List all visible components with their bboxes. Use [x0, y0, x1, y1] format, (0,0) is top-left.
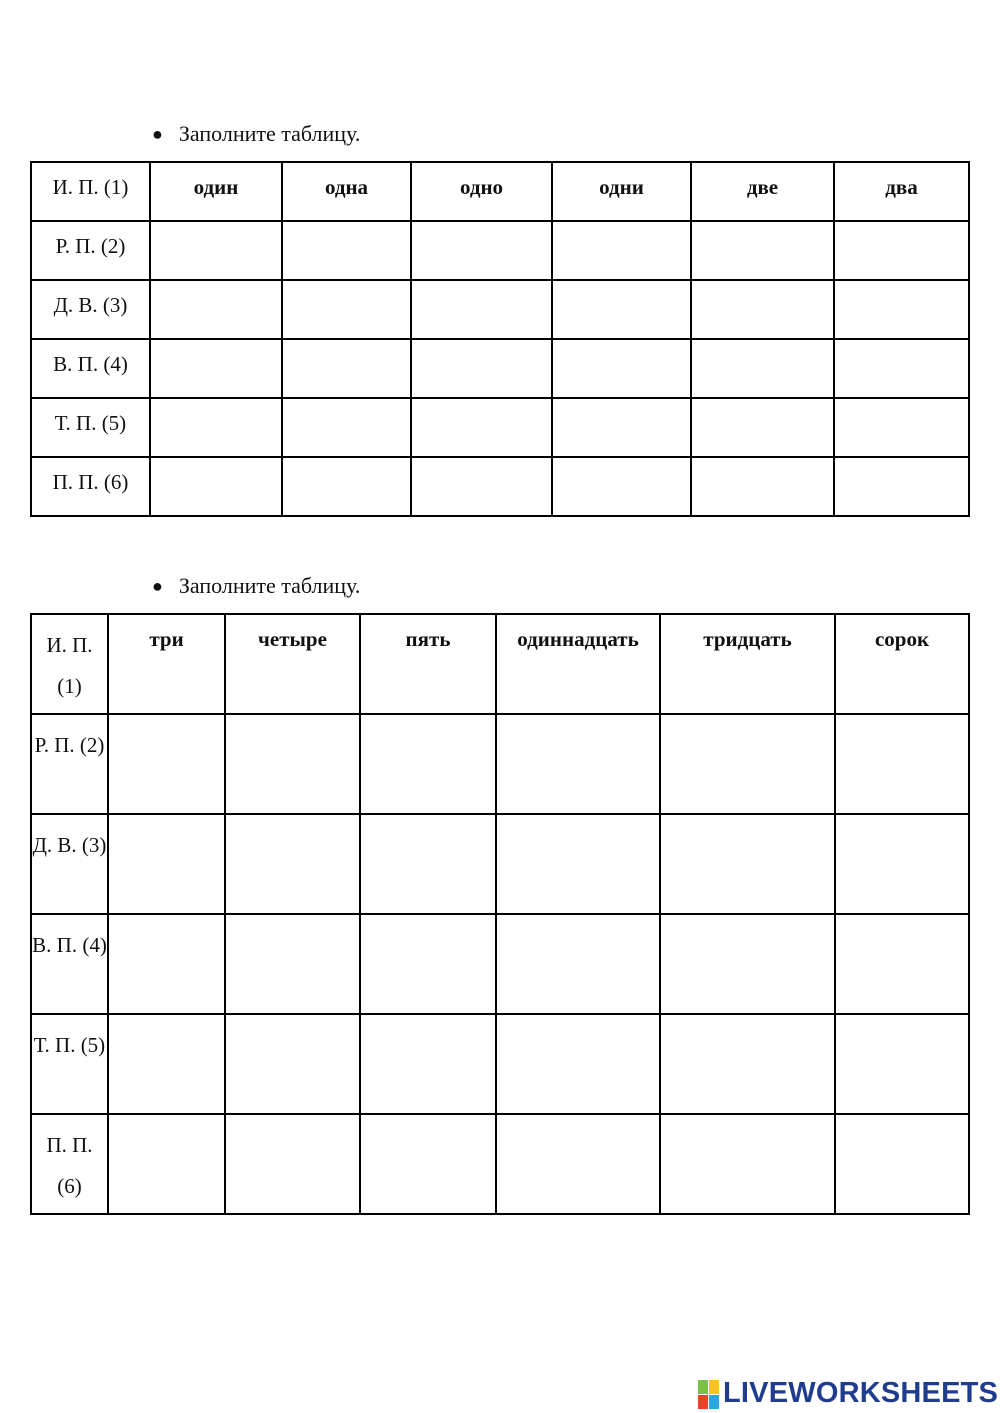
instruction-text: Заполните таблицу.: [178, 573, 361, 598]
column-header: пять: [360, 614, 496, 714]
answer-cell[interactable]: [282, 221, 411, 280]
bullet-icon: ●: [152, 123, 163, 144]
answer-cell[interactable]: [108, 814, 225, 914]
answer-cell[interactable]: [225, 1114, 360, 1214]
answer-cell[interactable]: [834, 339, 969, 398]
table-row: [31, 1014, 969, 1114]
answer-cell[interactable]: [360, 1014, 496, 1114]
answer-cell[interactable]: [691, 339, 834, 398]
answer-cell[interactable]: [411, 457, 552, 516]
answer-cell[interactable]: [108, 1114, 225, 1214]
answer-cell[interactable]: [225, 914, 360, 1014]
case-label: П. П. (6): [31, 457, 150, 516]
answer-cell[interactable]: [225, 814, 360, 914]
table-row: [31, 280, 969, 339]
answer-cell[interactable]: [691, 221, 834, 280]
table-row: [31, 221, 969, 280]
answer-cell[interactable]: [834, 280, 969, 339]
column-header: одно: [411, 162, 552, 221]
answer-cell[interactable]: [225, 1014, 360, 1114]
answer-cell[interactable]: [691, 280, 834, 339]
answer-cell[interactable]: [282, 457, 411, 516]
answer-cell[interactable]: [834, 457, 969, 516]
answer-cell[interactable]: [108, 914, 225, 1014]
answer-cell[interactable]: [282, 280, 411, 339]
answer-cell[interactable]: [108, 714, 225, 814]
answer-cell[interactable]: [360, 814, 496, 914]
answer-cell[interactable]: [225, 714, 360, 814]
case-label: В. П. (4): [31, 339, 150, 398]
instruction-2: [152, 573, 360, 599]
answer-cell[interactable]: [691, 457, 834, 516]
table-row: [31, 162, 969, 221]
declension-table-1: [30, 161, 970, 517]
answer-cell[interactable]: [360, 714, 496, 814]
answer-cell[interactable]: [835, 814, 969, 914]
liveworksheets-logo[interactable]: [698, 1377, 998, 1410]
table-row: [31, 398, 969, 457]
declension-table-2: [30, 613, 970, 1215]
answer-cell[interactable]: [835, 714, 969, 814]
answer-cell[interactable]: [282, 398, 411, 457]
answer-cell[interactable]: [360, 914, 496, 1014]
answer-cell[interactable]: [660, 914, 835, 1014]
answer-cell[interactable]: [360, 1114, 496, 1214]
answer-cell[interactable]: [496, 714, 660, 814]
answer-cell[interactable]: [552, 280, 691, 339]
column-header: сорок: [835, 614, 969, 714]
table-row: [31, 914, 969, 1014]
table-row: [31, 1114, 969, 1214]
column-header: одиннадцать: [496, 614, 660, 714]
answer-cell[interactable]: [660, 714, 835, 814]
case-label: И. П. (1): [31, 614, 108, 714]
answer-cell[interactable]: [660, 1114, 835, 1214]
table-row: [31, 814, 969, 914]
answer-cell[interactable]: [150, 457, 282, 516]
answer-cell[interactable]: [411, 398, 552, 457]
column-header: одна: [282, 162, 411, 221]
instruction-1: [152, 121, 360, 147]
answer-cell[interactable]: [411, 221, 552, 280]
answer-cell[interactable]: [552, 457, 691, 516]
answer-cell[interactable]: [834, 221, 969, 280]
answer-cell[interactable]: [552, 398, 691, 457]
case-label: П. П. (6): [31, 1114, 108, 1214]
column-header: один: [150, 162, 282, 221]
answer-cell[interactable]: [552, 221, 691, 280]
answer-cell[interactable]: [835, 1114, 969, 1214]
column-header: три: [108, 614, 225, 714]
column-header: два: [834, 162, 969, 221]
bullet-icon: ●: [152, 575, 163, 596]
answer-cell[interactable]: [150, 280, 282, 339]
table-row: [31, 614, 969, 714]
case-label: И. П. (1): [31, 162, 150, 221]
answer-cell[interactable]: [835, 1014, 969, 1114]
answer-cell[interactable]: [496, 914, 660, 1014]
answer-cell[interactable]: [834, 398, 969, 457]
answer-cell[interactable]: [282, 339, 411, 398]
case-label: Т. П. (5): [31, 1014, 108, 1114]
answer-cell[interactable]: [108, 1014, 225, 1114]
answer-cell[interactable]: [150, 398, 282, 457]
answer-cell[interactable]: [660, 1014, 835, 1114]
answer-cell[interactable]: [496, 1014, 660, 1114]
answer-cell[interactable]: [411, 339, 552, 398]
case-label: Р. П. (2): [31, 714, 108, 814]
logo-mark-icon: [698, 1379, 720, 1409]
table-row: [31, 457, 969, 516]
case-label: Т. П. (5): [31, 398, 150, 457]
case-label: Р. П. (2): [31, 221, 150, 280]
table-row: [31, 714, 969, 814]
answer-cell[interactable]: [691, 398, 834, 457]
column-header: две: [691, 162, 834, 221]
case-label: В. П. (4): [31, 914, 108, 1014]
answer-cell[interactable]: [835, 914, 969, 1014]
answer-cell[interactable]: [411, 280, 552, 339]
answer-cell[interactable]: [150, 339, 282, 398]
column-header: тридцать: [660, 614, 835, 714]
case-label: Д. В. (3): [31, 814, 108, 914]
column-header: одни: [552, 162, 691, 221]
case-label: Д. В. (3): [31, 280, 150, 339]
logo-text: LIVEWORKSHEETS: [723, 1377, 999, 1409]
answer-cell[interactable]: [660, 814, 835, 914]
answer-cell[interactable]: [552, 339, 691, 398]
table-row: [31, 339, 969, 398]
instruction-text: Заполните таблицу.: [178, 121, 361, 146]
answer-cell[interactable]: [496, 1114, 660, 1214]
answer-cell[interactable]: [496, 814, 660, 914]
answer-cell[interactable]: [150, 221, 282, 280]
column-header: четыре: [225, 614, 360, 714]
